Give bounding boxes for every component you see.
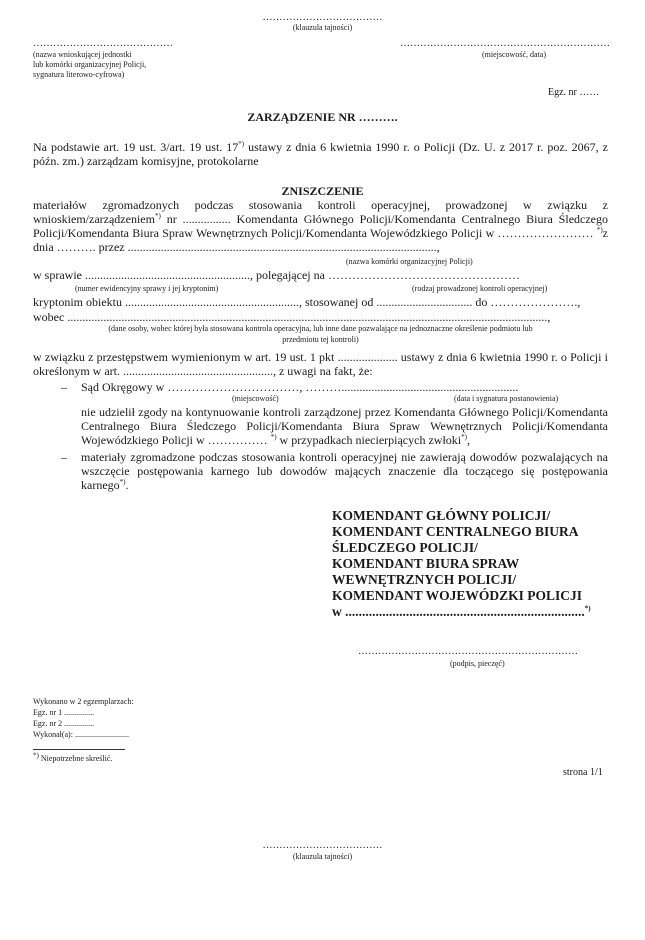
place-date-label: (miejscowość, data) <box>482 50 546 59</box>
page-number: strona 1/1 <box>563 767 603 778</box>
top-classification-dots: ……………………………… <box>262 12 383 23</box>
unit-dots: …………………………………… <box>33 38 173 49</box>
label-control-kind: (rodzaj prowadzonej kontroli operacyjnej) <box>412 284 548 293</box>
place-date-dots: ……………………………………………………… <box>400 38 610 49</box>
bullet-dash-1: – <box>61 380 67 394</box>
paragraph-no-evidence: materiały zgromadzone podczas stosowania kontroli operacyjnej nie zawierają dowodów pozwalających na wszczęcie postępowania karnego lub dowodów mających znaczenie dla toczącego się postępowania karnego*). <box>81 450 608 492</box>
row-subject: wobec ................................................................................................................................................................, <box>33 310 551 324</box>
label-person-1: (dane osoby, wobec której była stosowana kontrola operacyjna, lub inne dane pozwalające na jednoznaczne określenie podmiotu lub <box>108 324 533 333</box>
copy-number: Egz. nr …… <box>548 87 600 98</box>
unit-label-1: (nazwa wnioskującej jednostki <box>33 50 132 59</box>
copies-made: Wykonano w 2 egzemplarzach: <box>33 697 134 706</box>
bottom-classification-dots: ……………………………… <box>262 840 383 851</box>
bottom-classification-label: (klauzula tajności) <box>292 852 353 861</box>
signatory-line-5: WEWNĘTRZNYCH POLICJI/ <box>332 572 517 587</box>
document-title: ZARZĄDZENIE NR ………. <box>247 110 398 124</box>
document-subtitle: ZNISZCZENIE <box>281 184 364 198</box>
paragraph-court-refusal: nie udzielił zgody na kontynuowanie kontroli zarządzonej przez Komendanta Głównego Policji/Komendanta Centralnego Biura Śledczego Policji/Komendanta Biura Spraw Wewnętrznych Policji/Komendanta Wojewódzkiego Policji w …………… *) w przypadkach niecierpiących zwłoki*), <box>81 405 608 447</box>
signatory-line-3: ŚLEDCZEGO POLICJI/ <box>332 540 478 555</box>
signature-label: (podpis, pieczęć) <box>450 659 505 668</box>
executor: Wykonał(a): ........................... <box>33 730 129 739</box>
footnote-divider <box>33 749 125 750</box>
label-date-signature: (data i sygnatura postanowienia) <box>454 394 559 403</box>
signatory-line-1: KOMENDANT GŁÓWNY POLICJI/ <box>332 508 551 523</box>
copy-2: Egz. nr 2 ............... <box>33 719 95 728</box>
label-case-number: (numer ewidencyjny sprawy i jej kryptonim) <box>75 284 219 293</box>
signatory-line-7: w .......................................................................*) <box>332 604 591 619</box>
intro-paragraph: Na podstawie art. 19 ust. 3/art. 19 ust. 17*) ustawy z dnia 6 kwietnia 1990 r. o Policji (Dz. U. z 2017 r. poz. 2067, z późn. zm.) zarządzam komisyjne, protokolarne <box>33 140 608 168</box>
footnote: *) Niepotrzebne skreślić. <box>33 751 113 763</box>
copy-1: Egz. nr 1 ............... <box>33 708 95 717</box>
top-classification-label: (klauzula tajności) <box>292 23 353 32</box>
signatory-line-2: KOMENDANT CENTRALNEGO BIURA <box>332 524 579 539</box>
paragraph-materials: materiałów zgromadzonych podczas stosowania kontroli operacyjnej, prowadzonej w związku z wnioskiem/zarządzeniem*) nr ................ Komendanta Głównego Policji/Komendanta Centralnego Biura Śledczego Policji/Komendanta Biura Spraw Wewnętrznych Policji/Komendanta Wojewódzkiego Policji w …………………… *)z dnia ………. przez ......................................................................................................., <box>33 198 608 254</box>
signature-dots: ………………………………………………………… <box>358 646 578 657</box>
row-district-court: Sąd Okręgowy w ……………………………, ………........................................................... <box>81 380 519 394</box>
label-police-unit: (nazwa komórki organizacyjnej Policji) <box>346 257 473 266</box>
signatory-line-4: KOMENDANT BIURA SPRAW <box>332 556 520 571</box>
signatory-line-6: KOMENDANT WOJEWÓDZKI POLICJI <box>332 588 583 603</box>
unit-label-3: sygnatura literowo-cyfrowa) <box>33 70 125 79</box>
row-case: w sprawie ......................................................., polegającej na ………………………………………… <box>33 268 520 282</box>
label-person-2: przedmiotu tej kontroli) <box>282 335 359 344</box>
paragraph-offence: w związku z przestępstwem wymienionym w art. 19 ust. 1 pkt .................... ustawy z dnia 6 kwietnia 1990 r. o Policji i określonym w art. .................................................., z uwagi na fakt, że: <box>33 350 608 378</box>
unit-label-2: lub komórki organizacyjnej Policji, <box>33 60 147 69</box>
row-object-codename: kryptonim obiektu .........................................................., stosowanej od ................................ do …………………., <box>33 295 581 309</box>
bullet-dash-2: – <box>61 450 67 464</box>
label-place: (miejscowość) <box>232 394 279 403</box>
